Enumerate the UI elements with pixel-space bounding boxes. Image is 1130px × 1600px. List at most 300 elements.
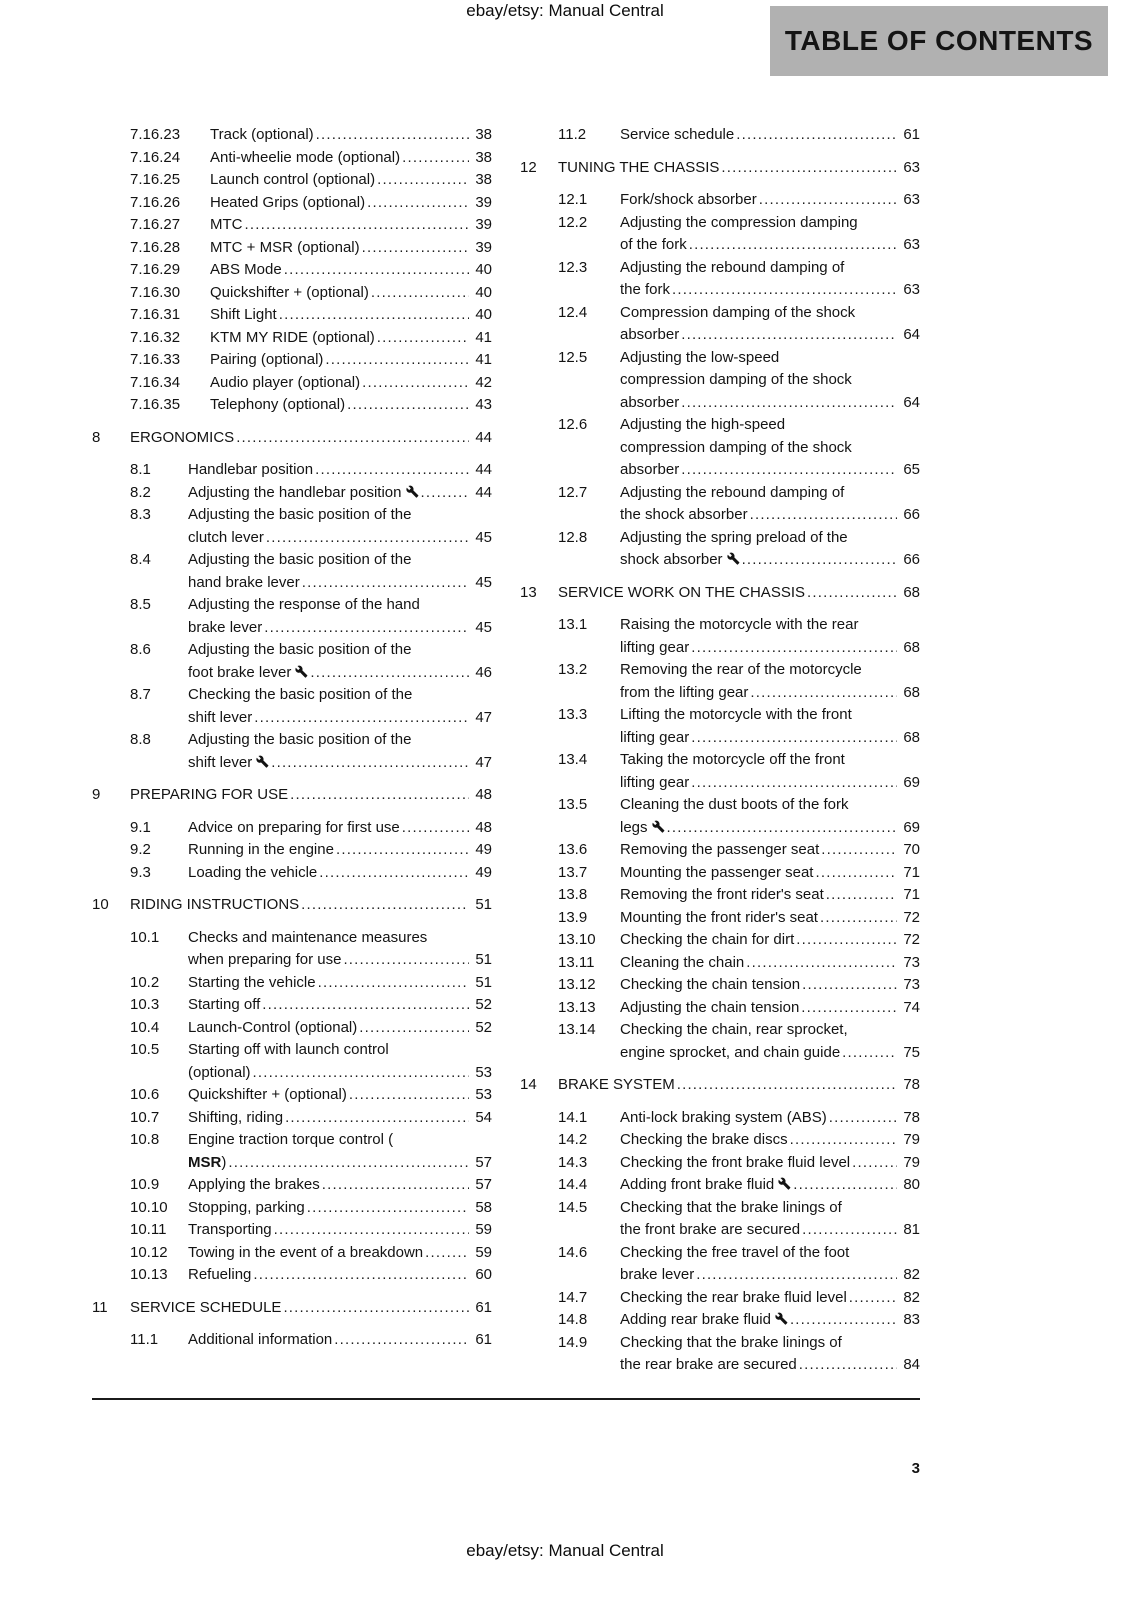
- toc-entry-page: 38: [475, 148, 492, 166]
- toc-entry-body: [188, 1329, 492, 1352]
- toc-entry: [520, 839, 920, 862]
- toc-entry-number: 7.16.29: [130, 261, 181, 278]
- toc-entry-body: [188, 504, 492, 549]
- toc-entry-number: 14: [520, 1076, 537, 1093]
- toc-entry-number: 10.4: [130, 1018, 160, 1036]
- toc-entry-title: Checking the brake discs: [620, 1131, 788, 1148]
- toc-chapter-entry: [92, 784, 492, 807]
- toc-entry-page: 69: [903, 773, 920, 791]
- toc-entry-number: 7.16.30: [130, 283, 181, 301]
- toc-entry-page: 47: [475, 708, 492, 726]
- toc-entry-title: ERGONOMICS: [130, 428, 235, 446]
- toc-entry: [92, 504, 492, 549]
- toc-entry-title: Heated Grips (optional): [210, 193, 366, 211]
- dot-leader: [696, 1264, 897, 1287]
- toc-entry-page: 84: [903, 1356, 920, 1373]
- toc-entry-number: 13.13: [558, 998, 596, 1016]
- dot-leader: [742, 549, 897, 572]
- toc-entry-body: [210, 214, 492, 237]
- toc-entry-page: 41: [475, 328, 492, 346]
- toc-entry-last-line: [620, 1107, 920, 1130]
- toc-entry-last-line: [620, 974, 920, 997]
- toc-entry-number: 10.2: [130, 973, 160, 991]
- toc-entry-body: [188, 1264, 492, 1287]
- toc-entry-title: Track (optional): [210, 126, 314, 143]
- toc-entry-body: [620, 1174, 920, 1197]
- toc-entry-last-line: [620, 124, 920, 147]
- dot-leader: [402, 147, 469, 170]
- toc-entry-title: Checking the rear brake fluid level: [620, 1288, 847, 1306]
- toc-entry-title: the fork: [620, 281, 671, 298]
- toc-entry-last-line: [188, 839, 492, 862]
- toc-entry-number: 10.3: [130, 996, 160, 1013]
- toc-entry-last-line: [188, 1219, 492, 1242]
- toc-entry-number: 10.9: [130, 1176, 160, 1193]
- toc-entry-body: [188, 1197, 492, 1220]
- toc-entry-last-line: [558, 582, 920, 605]
- dot-leader: [790, 1129, 897, 1152]
- toc-entry: [520, 1242, 920, 1287]
- toc-entry-last-line: [188, 1107, 492, 1130]
- toc-entry-page: 78: [903, 1076, 920, 1093]
- toc-entry-number: 7.16.31: [130, 306, 181, 323]
- dot-leader: [322, 1174, 469, 1197]
- toc-entry-number: 9: [92, 786, 101, 803]
- toc-entry: [520, 1152, 920, 1175]
- toc-entry-number: 7.16.23: [130, 126, 181, 143]
- toc-entry-number: 14.3: [558, 1153, 588, 1171]
- toc-entry-page: 48: [475, 818, 492, 836]
- toc-entry-page: 58: [475, 1198, 492, 1216]
- toc-entry-body: [210, 394, 492, 417]
- toc-entry-title: when preparing for use: [188, 951, 342, 968]
- dot-leader: [807, 582, 897, 605]
- toc-entry-number: 13.14: [558, 1021, 596, 1038]
- toc-entry: [92, 972, 492, 995]
- toc-entry-title: Removing the passenger seat: [620, 841, 820, 858]
- toc-entry-body: [188, 927, 492, 972]
- toc-entry-number: 12.2: [558, 213, 588, 231]
- toc-entry-body: [620, 794, 920, 839]
- toc-entry-title: absorber: [620, 393, 680, 411]
- toc-entry-title-line: Removing the rear of the motorcycle: [620, 661, 862, 678]
- toc-entry-page: 69: [903, 818, 920, 836]
- toc-entry-title: lifting gear: [620, 773, 690, 791]
- toc-chapter-entry: [520, 582, 920, 605]
- toc-entry-last-line: [620, 1219, 920, 1242]
- toc-entry: [520, 929, 920, 952]
- dot-leader: [421, 482, 470, 505]
- toc-entry-last-line: [130, 894, 492, 917]
- toc-entry-page: 47: [475, 753, 492, 771]
- toc-entry-body: [558, 582, 920, 605]
- toc-entry-last-line: [620, 727, 920, 750]
- toc-entry-page: 49: [475, 863, 492, 881]
- toc-entry-last-line: [620, 234, 920, 257]
- toc-entry-number: 11.2: [558, 126, 587, 143]
- toc-entry-number: 7.16.35: [130, 396, 181, 413]
- toc-entry-body: [210, 304, 492, 327]
- toc-entry-body: [620, 907, 920, 930]
- toc-entry-title: lifting gear: [620, 638, 690, 656]
- toc-entry: [520, 884, 920, 907]
- toc-entry-last-line: [188, 817, 492, 840]
- toc-entry-body: [188, 972, 492, 995]
- toc-entry-page: 68: [903, 683, 920, 701]
- toc-entry-last-line: [188, 1062, 492, 1085]
- toc-entry-number: 7.16.24: [130, 148, 181, 166]
- toc-entry: [92, 237, 492, 260]
- toc-entry: [92, 994, 492, 1017]
- toc-entry-last-line: [188, 1197, 492, 1220]
- toc-entry: [92, 214, 492, 237]
- toc-entry-number: 14.1: [558, 1108, 588, 1126]
- toc-entry-body: [620, 659, 920, 704]
- toc-entry: [520, 614, 920, 659]
- toc-entry: [520, 347, 920, 415]
- toc-entry-body: [620, 527, 920, 572]
- toc-entry-last-line: [188, 972, 492, 995]
- toc-entry: [92, 1264, 492, 1287]
- dot-leader: [815, 862, 897, 885]
- toc-entry-title-line: Adjusting the rebound damping of: [620, 483, 845, 501]
- toc-entry: [92, 259, 492, 282]
- toc-entry-title: Cleaning the chain: [620, 953, 745, 971]
- toc-entry-body: [188, 594, 492, 639]
- dot-leader: [319, 862, 469, 885]
- toc-entry-last-line: [188, 459, 492, 482]
- toc-entry-body: [620, 749, 920, 794]
- toc-entry-last-line: [210, 394, 492, 417]
- dot-leader: [746, 952, 897, 975]
- toc-entry-number: 12.7: [558, 483, 588, 501]
- toc-entry-page: 45: [475, 528, 492, 546]
- toc-entry-title: Starting the vehicle: [188, 973, 316, 991]
- toc-entry-page: 66: [903, 506, 920, 523]
- toc-entry: [92, 729, 492, 774]
- toc-entry-last-line: [188, 1242, 492, 1265]
- toc-entry-last-line: [620, 862, 920, 885]
- dot-leader: [334, 1329, 469, 1352]
- wrench-icon: [295, 665, 308, 678]
- toc-entry-title: shift lever: [188, 708, 253, 726]
- toc-entry-body: [210, 259, 492, 282]
- dot-leader: [790, 1309, 897, 1332]
- toc-entry-page: 75: [903, 1043, 920, 1061]
- toc-entry-body: [620, 482, 920, 527]
- toc-entry-last-line: [188, 1084, 492, 1107]
- toc-entry-title: legs: [620, 817, 665, 840]
- toc-entry-title: Launch-Control (optional): [188, 1018, 358, 1036]
- dot-leader: [402, 817, 469, 840]
- toc-entry-body: [620, 189, 920, 212]
- toc-entry-last-line: [620, 1287, 920, 1310]
- toc-entry-page: 72: [903, 908, 920, 926]
- toc-entry: [92, 1107, 492, 1130]
- toc-entry-title: hand brake lever: [188, 573, 300, 591]
- toc-entry-title: Loading the vehicle: [188, 863, 318, 881]
- toc-entry-title: MSR): [188, 1153, 227, 1171]
- wrench-icon: [775, 1312, 788, 1325]
- toc-entry-title-line: Taking the motorcycle off the front: [620, 751, 845, 768]
- toc-entry-body: [210, 282, 492, 305]
- toc-entry: [520, 974, 920, 997]
- toc-entry-body: [188, 639, 492, 684]
- toc-entry-page: 61: [475, 1298, 492, 1316]
- toc-entry-title: foot brake lever: [188, 662, 308, 685]
- toc-entry-body: [188, 862, 492, 885]
- toc-entry-page: 72: [903, 931, 920, 948]
- dot-leader: [347, 394, 469, 417]
- dot-leader: [736, 124, 897, 147]
- toc-entry-page: 39: [475, 193, 492, 211]
- toc-entry-number: 13.9: [558, 908, 588, 926]
- toc-entry: [520, 1019, 920, 1064]
- toc-entry-title-line: Adjusting the rebound damping of: [620, 258, 845, 276]
- toc-entry: [520, 482, 920, 527]
- toc-entry-number: 13: [520, 583, 537, 601]
- toc-entry-title-line: Adjusting the low-speed: [620, 348, 780, 366]
- toc-entry-number: 7.16.26: [130, 193, 181, 211]
- toc-entry-number: 10.7: [130, 1108, 160, 1126]
- toc-entry-body: [620, 929, 920, 952]
- dot-leader: [262, 994, 469, 1017]
- toc-entry-title: Mounting the front rider's seat: [620, 908, 818, 926]
- toc-entry-title-line: Checks and maintenance measures: [188, 928, 428, 946]
- toc-entry-number: 13.12: [558, 976, 596, 993]
- toc-entry-page: 44: [475, 461, 492, 478]
- toc-entry: [92, 282, 492, 305]
- toc-entry-title-line: Adjusting the basic position of the: [188, 641, 412, 658]
- toc-entry-number: 7.16.33: [130, 351, 181, 368]
- toc-entry-last-line: [188, 862, 492, 885]
- toc-entry: [92, 862, 492, 885]
- toc-entry-page: 68: [903, 583, 920, 601]
- dot-leader: [667, 817, 897, 840]
- toc-entry-number: 14.2: [558, 1131, 588, 1148]
- toc-entry: [92, 1084, 492, 1107]
- toc-entry-body: [620, 1019, 920, 1064]
- toc-entry-title-line: Checking that the brake linings of: [620, 1333, 842, 1351]
- dot-leader: [425, 1242, 469, 1265]
- toc-entry-last-line: [620, 907, 920, 930]
- dot-leader: [318, 972, 469, 995]
- toc-entry-last-line: [620, 392, 920, 415]
- toc-entry-number: 13.7: [558, 863, 588, 881]
- toc-entry-body: [188, 1107, 492, 1130]
- toc-entry-number: 12.3: [558, 258, 588, 276]
- toc-entry-title: Pairing (optional): [210, 351, 324, 368]
- toc-entry: [92, 482, 492, 505]
- toc-entry-title: Stopping, parking: [188, 1198, 305, 1216]
- toc-entry-last-line: [188, 994, 492, 1017]
- toc-entry: [92, 1197, 492, 1220]
- toc-entry: [520, 997, 920, 1020]
- toc-entry-number: 10.11: [130, 1221, 167, 1238]
- toc-entry-title-line: Adjusting the high-speed: [620, 416, 786, 433]
- toc-entry-title: the rear brake are secured: [620, 1356, 797, 1373]
- toc-entry-number: 8.5: [130, 596, 151, 613]
- toc-entry-title-line: Checking the free travel of the foot: [620, 1243, 850, 1261]
- dot-leader: [264, 617, 469, 640]
- toc-entry-title-line: Checking that the brake linings of: [620, 1198, 842, 1216]
- toc-entry-last-line: [620, 637, 920, 660]
- toc-entry-last-line: [210, 327, 492, 350]
- dot-leader: [274, 1219, 469, 1242]
- dot-leader: [691, 637, 897, 660]
- toc-entry-title: Telephony (optional): [210, 396, 346, 413]
- toc-entry-title: MTC + MSR (optional): [210, 238, 360, 256]
- dot-leader: [829, 1107, 897, 1130]
- toc-entry-page: 68: [903, 728, 920, 746]
- toc-entry-title: shift lever: [188, 752, 269, 775]
- toc-entry-title: Checking the chain tension: [620, 976, 801, 993]
- toc-entry-page: 73: [903, 976, 920, 993]
- dot-leader: [228, 1152, 469, 1175]
- dot-leader: [821, 839, 897, 862]
- toc-entry: [92, 1017, 492, 1040]
- toc-entry-title: BRAKE SYSTEM: [558, 1076, 675, 1093]
- toc-entry-body: [130, 784, 492, 807]
- toc-entry-page: 49: [475, 841, 492, 858]
- toc-entry-title-line: Adjusting the response of the hand: [188, 596, 420, 613]
- toc-entry-body: [620, 1309, 920, 1332]
- toc-entry-page: 83: [903, 1311, 920, 1328]
- toc-entry-title: Towing in the event of a breakdown: [188, 1243, 424, 1261]
- toc-entry-last-line: [210, 192, 492, 215]
- toc-entry-title: absorber: [620, 326, 680, 343]
- toc-entry-number: 10.6: [130, 1086, 160, 1103]
- toc-entry: [520, 1197, 920, 1242]
- toc-entry-last-line: [620, 1309, 920, 1332]
- toc-entry: [520, 257, 920, 302]
- toc-entry-page: 52: [475, 1018, 492, 1036]
- dot-leader: [236, 427, 469, 450]
- toc-entry-body: [620, 839, 920, 862]
- toc-entry-number: 13.6: [558, 841, 588, 858]
- wrench-icon: [727, 552, 740, 565]
- toc-entry-title: Removing the front rider's seat: [620, 886, 824, 903]
- toc-entry: [520, 302, 920, 347]
- dot-leader: [336, 839, 469, 862]
- toc-entry-title: TUNING THE CHASSIS: [558, 158, 720, 176]
- dot-leader: [253, 1062, 469, 1085]
- toc-entry-last-line: [188, 1152, 492, 1175]
- toc-entry-body: [558, 157, 920, 180]
- toc-entry-body: [210, 169, 492, 192]
- toc-entry-last-line: [130, 1297, 492, 1320]
- toc-entry-page: 45: [475, 618, 492, 636]
- toc-entry-number: 7.16.27: [130, 216, 181, 233]
- toc-entry-last-line: [558, 1074, 920, 1097]
- page-number: 3: [911, 1460, 920, 1477]
- toc-entry-last-line: [188, 617, 492, 640]
- toc-entry-title: Mounting the passenger seat: [620, 863, 814, 881]
- toc-entry: [92, 839, 492, 862]
- dot-leader: [849, 1287, 897, 1310]
- toc-entry-title: Anti-lock braking system (ABS): [620, 1108, 827, 1126]
- dot-leader: [371, 282, 469, 305]
- toc-entry-page: 44: [475, 428, 492, 446]
- toc-entry-title-line: Adjusting the basic position of the: [188, 551, 412, 568]
- dot-leader: [852, 1152, 897, 1175]
- toc-entry: [92, 459, 492, 482]
- dot-leader: [325, 349, 469, 372]
- toc-entry-last-line: [210, 372, 492, 395]
- bottom-caption: ebay/etsy: Manual Central: [466, 1541, 664, 1560]
- toc-entry-number: 14.4: [558, 1176, 588, 1193]
- toc-entry-number: 8.2: [130, 483, 151, 501]
- dot-leader: [377, 327, 469, 350]
- toc-entry-title: Adjusting the chain tension: [620, 998, 800, 1016]
- toc-entry-page: 52: [475, 996, 492, 1013]
- dot-leader: [253, 1264, 469, 1287]
- dot-leader: [285, 1107, 469, 1130]
- dot-leader: [801, 997, 897, 1020]
- toc-entry-page: 51: [475, 973, 492, 991]
- toc-entry-body: [620, 1197, 920, 1242]
- toc-entry-title-line: Engine traction torque control (: [188, 1131, 394, 1148]
- toc-entry-number: 8.4: [130, 551, 151, 568]
- toc-entry-title: Additional information: [188, 1331, 333, 1348]
- dot-leader: [254, 707, 469, 730]
- dot-leader: [799, 1354, 897, 1377]
- toc-column-right: [520, 124, 920, 1377]
- dot-leader: [842, 1042, 897, 1065]
- dot-leader: [759, 189, 897, 212]
- dot-leader: [315, 459, 469, 482]
- toc-entry-number: 12: [520, 158, 537, 176]
- toc-entry: [520, 414, 920, 482]
- toc-entry-title: Quickshifter + (optional): [210, 283, 369, 301]
- toc-entry-title-line: Cleaning the dust boots of the fork: [620, 796, 849, 813]
- dot-leader: [245, 214, 470, 237]
- toc-entry-last-line: [620, 549, 920, 572]
- toc-entry-last-line: [188, 707, 492, 730]
- toc-entry-title: the front brake are secured: [620, 1221, 801, 1238]
- toc-entry-title: the shock absorber: [620, 506, 748, 523]
- toc-entry-title: Adding rear brake fluid: [620, 1309, 788, 1332]
- toc-entry-body: [130, 1297, 492, 1320]
- toc-entry-title-line: Adjusting the basic position of the: [188, 506, 412, 523]
- toc-entry-title: Launch control (optional): [210, 171, 376, 188]
- toc-entry-title: Shifting, riding: [188, 1108, 284, 1126]
- toc-entry-page: 44: [475, 483, 492, 501]
- toc-entry-page: 82: [903, 1266, 920, 1283]
- toc-entry-title: Service schedule: [620, 126, 735, 143]
- toc-entry-body: [620, 1287, 920, 1310]
- toc-entry-body: [620, 1107, 920, 1130]
- toc-entry-number: 9.2: [130, 841, 151, 858]
- toc-entry-page: 38: [475, 171, 492, 188]
- toc-entry-page: 53: [475, 1063, 492, 1081]
- toc-entry: [92, 1219, 492, 1242]
- toc-entry-number: 7.16.28: [130, 238, 181, 256]
- toc-entry: [520, 1332, 920, 1377]
- toc-entry-title: Advice on preparing for first use: [188, 818, 400, 836]
- toc-entry-last-line: [188, 1329, 492, 1352]
- wrench-icon: [652, 820, 665, 833]
- toc-entry: [520, 907, 920, 930]
- toc-entry-body: [620, 414, 920, 482]
- toc-entry-body: [210, 372, 492, 395]
- toc-chapter-entry: [92, 894, 492, 917]
- toc-entry-title: Shift Light: [210, 306, 277, 323]
- toc-entry-title-line: Checking the chain, rear sprocket,: [620, 1021, 848, 1038]
- toc-entry-last-line: [210, 147, 492, 170]
- toc-entry: [92, 1039, 492, 1084]
- toc-entry-page: 39: [475, 216, 492, 233]
